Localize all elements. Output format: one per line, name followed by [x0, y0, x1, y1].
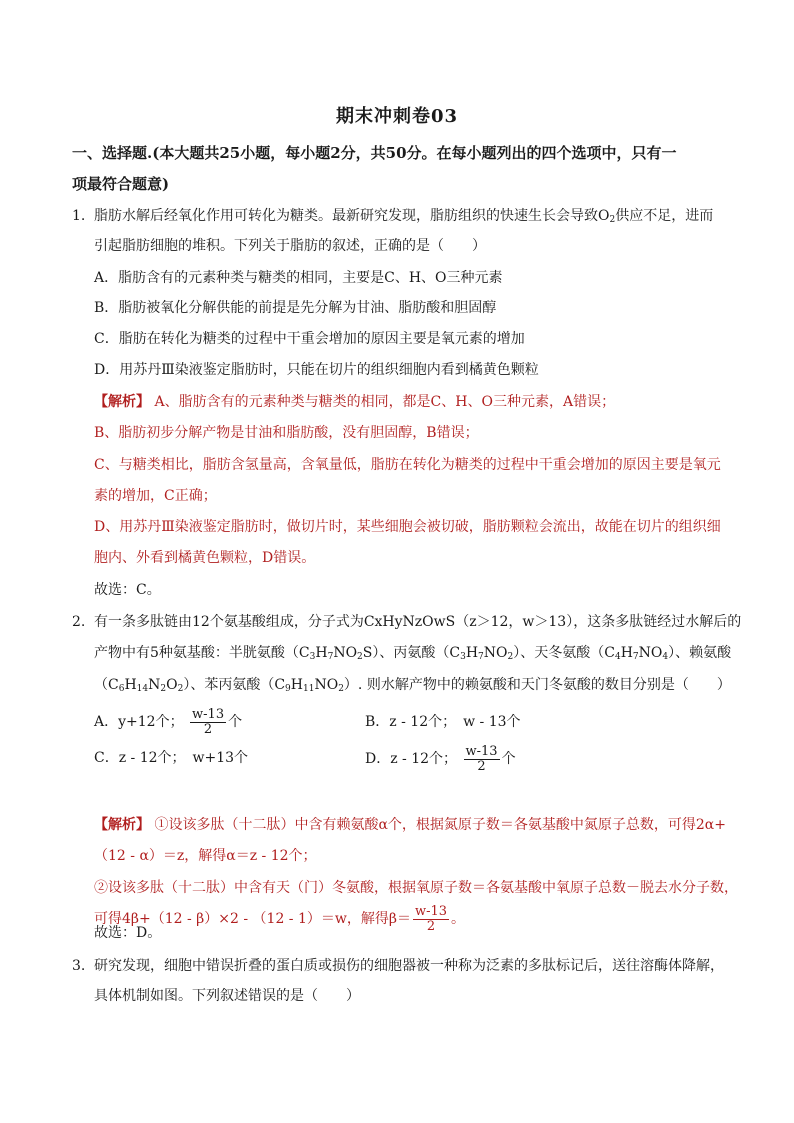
section-heading-cont: 项最符合题意): [72, 175, 170, 193]
question-1-stem: 1. 脂肪水解后经氧化作用可转化为糖类。最新研究发现，脂肪组织的快速生长会导致$O_2$供应不足，进而: [72, 208, 714, 225]
question-number: 2.: [72, 614, 86, 630]
question-number: 3.: [72, 958, 86, 974]
section-heading: 一、选择题.(本大题共25小题，每小题2分，共50分。在每小题列出的四个选项中，只有一: [72, 144, 677, 162]
analysis-a: 【解析】 A、脂肪含有的元素种类与糖类的相同，都是C、H、O三种元素，A错误；: [94, 394, 616, 410]
analysis-2: ②设该多肽（十二肽）中含有天（门）冬氨酸，根据氧原子数＝各氨基酸中氧原子总数－脱去水分子数，: [94, 880, 738, 896]
question-1-stem-cont: 引起脂肪细胞的堆积。下列关于脂肪的叙述，正确的是（ ）: [94, 238, 486, 254]
question-2-stem-cont2: $(C_6H_{14}N_2O_2)$、苯丙氨酸$(C_9H_{11}NO_2)$. 则水解产物中的赖氨酸和天门冬氨酸的数目分别是（ ）: [94, 677, 731, 694]
question-2-stem-cont: 产物中有5种氨基酸：半胱氨酸$(C_3H_7NO_2S)$、丙氨酸$(C_3H_7NO_2)$、天冬氨酸$(C_4H_7NO_4)$、赖氨酸: [94, 645, 732, 662]
analysis-1-cont: （12 - α）＝z，解得α＝z - 12个；: [94, 848, 317, 864]
analysis-1: 【解析】 ①设该多肽（十二肽）中含有赖氨酸α个，根据氮原子数＝各氨基酸中氮原子总数，可得2α+: [94, 817, 726, 833]
question-number: 1.: [72, 208, 86, 224]
question-3-stem: 3. 研究发现，细胞中错误折叠的蛋白质或损伤的细胞器被一种称为泛素的多肽标记后，送往溶酶体降解，: [72, 958, 724, 974]
analysis-tag: 【解析】: [94, 394, 150, 410]
analysis-2-cont: 可得4β+（12 - β）×2 - （12 - 1）＝w，解得β＝ $\frac{w-13}{2}$ 。: [94, 903, 466, 934]
option-d: D．用苏丹Ⅲ染液鉴定脂肪时，只能在切片的组织细胞内看到橘黄色颗粒: [94, 362, 539, 378]
option-a: A．脂肪含有的元素种类与糖类的相同，主要是C、H、O三种元素: [94, 270, 503, 286]
analysis-d-cont: 胞内、外看到橘黄色颗粒，D错误。: [94, 550, 316, 566]
answer-line: 故选：C。: [94, 582, 161, 598]
question-3-stem-cont: 具体机制如图。下列叙述错误的是（ ）: [94, 988, 360, 1004]
option-d: D．z - 12个； $\frac{w-13}{2}$ 个: [365, 743, 516, 774]
fraction: $\frac{w-13}{2}$: [465, 743, 498, 774]
analysis-tag: 【解析】: [94, 817, 150, 833]
question-2-stem: 2. 有一条多肽链由12个氨基酸组成，分子式为CxHyNzOwS（z＞12，w＞13），这条多肽链经过水解后的: [72, 614, 742, 630]
fraction: $\frac{w-13}{2}$: [192, 706, 225, 737]
analysis-c: C、与糖类相比，脂肪含氢量高，含氧量低，脂肪在转化为糖类的过程中干重会增加的原因主要是氧元: [94, 457, 721, 473]
page-title: 期末冲刺卷03: [335, 106, 459, 127]
option-c: C．脂肪在转化为糖类的过程中干重会增加的原因主要是氧元素的增加: [94, 331, 525, 347]
analysis-d: D、用苏丹Ⅲ染液鉴定脂肪时，做切片时，某些细胞会被切破，脂肪颗粒会流出，故能在切片的组织细: [94, 519, 721, 535]
option-c: C．z - 12个； w+13个: [94, 750, 249, 766]
answer-line: 故选：D。: [94, 925, 162, 941]
analysis-b: B、脂肪初步分解产物是甘油和脂肪酸，没有胆固醇，B错误；: [94, 425, 479, 441]
analysis-c-cont: 素的增加，C正确；: [94, 488, 217, 504]
fraction: $\frac{w-13}{2}$: [414, 903, 448, 934]
option-b: B．脂肪被氧化分解供能的前提是先分解为甘油、脂肪酸和胆固醇: [94, 300, 497, 316]
option-b: B．z - 12个； w - 13个: [365, 714, 521, 730]
option-a: A．y+12个； $\frac{w-13}{2}$ 个: [94, 706, 243, 737]
